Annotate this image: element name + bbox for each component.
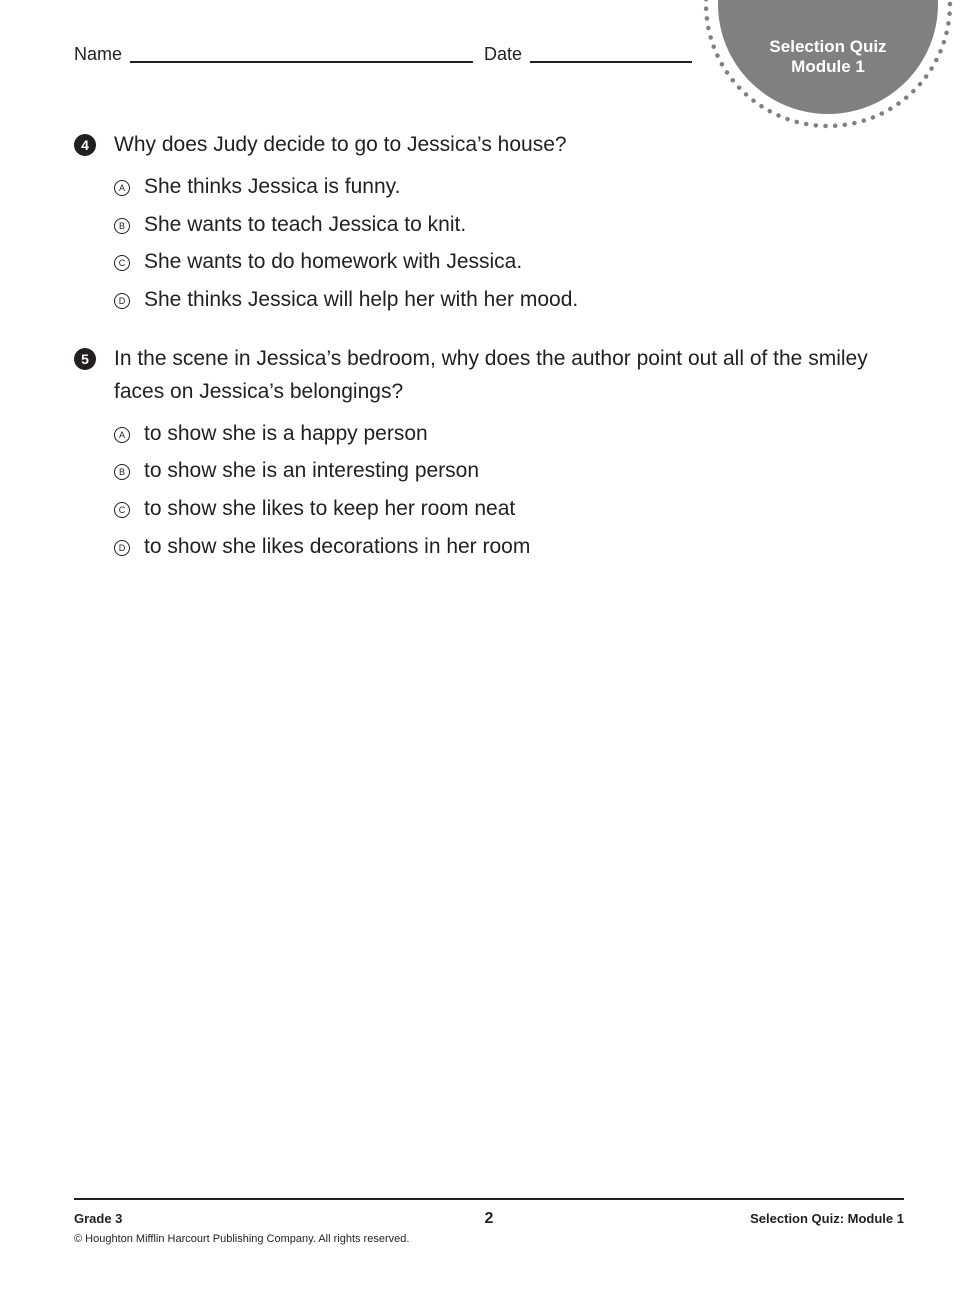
date-field[interactable] (530, 61, 692, 63)
option-c-bubble[interactable]: C (114, 255, 130, 271)
name-label: Name (74, 44, 123, 64)
name-field[interactable] (130, 61, 473, 63)
badge-title: Selection Quiz (769, 37, 887, 56)
page-number: 2 (484, 1210, 494, 1227)
option-d-text: to show she likes decorations in her room (144, 535, 531, 558)
date-label: Date (484, 44, 523, 64)
footer-grade: Grade 3 (74, 1211, 123, 1226)
option-d-text: She thinks Jessica will help her with her mood. (144, 288, 579, 311)
option-a-text: She thinks Jessica is funny. (144, 175, 401, 198)
option-d-bubble[interactable]: D (114, 540, 130, 556)
option-b-bubble[interactable]: B (114, 464, 130, 480)
question-text: Why does Judy decide to go to Jessica’s house? (114, 133, 567, 156)
option-b-text: She wants to teach Jessica to knit. (144, 213, 467, 236)
question-number: 4 (74, 134, 96, 156)
option-c-text: She wants to do homework with Jessica. (144, 250, 523, 273)
option-d-bubble[interactable]: D (114, 293, 130, 309)
option-b-text: to show she is an interesting person (144, 459, 480, 482)
question-text: In the scene in Jessica’s bedroom, why does the author point out all of the smiley faces on Jessica’s belongings? (114, 347, 868, 403)
option-a-bubble[interactable]: A (114, 180, 130, 196)
footer-divider (74, 1198, 904, 1200)
footer-copyright: © Houghton Mifflin Harcourt Publishing Company. All rights reserved. (74, 1233, 410, 1245)
footer-title: Selection Quiz: Module 1 (750, 1211, 904, 1226)
option-a-bubble[interactable]: A (114, 427, 130, 443)
question-number: 5 (74, 348, 96, 370)
option-c-bubble[interactable]: C (114, 502, 130, 518)
quiz-badge (694, 0, 962, 138)
option-b-bubble[interactable]: B (114, 218, 130, 234)
badge-subtitle: Module 1 (791, 57, 865, 76)
option-a-text: to show she is a happy person (144, 422, 428, 445)
option-c-text: to show she likes to keep her room neat (144, 497, 516, 520)
